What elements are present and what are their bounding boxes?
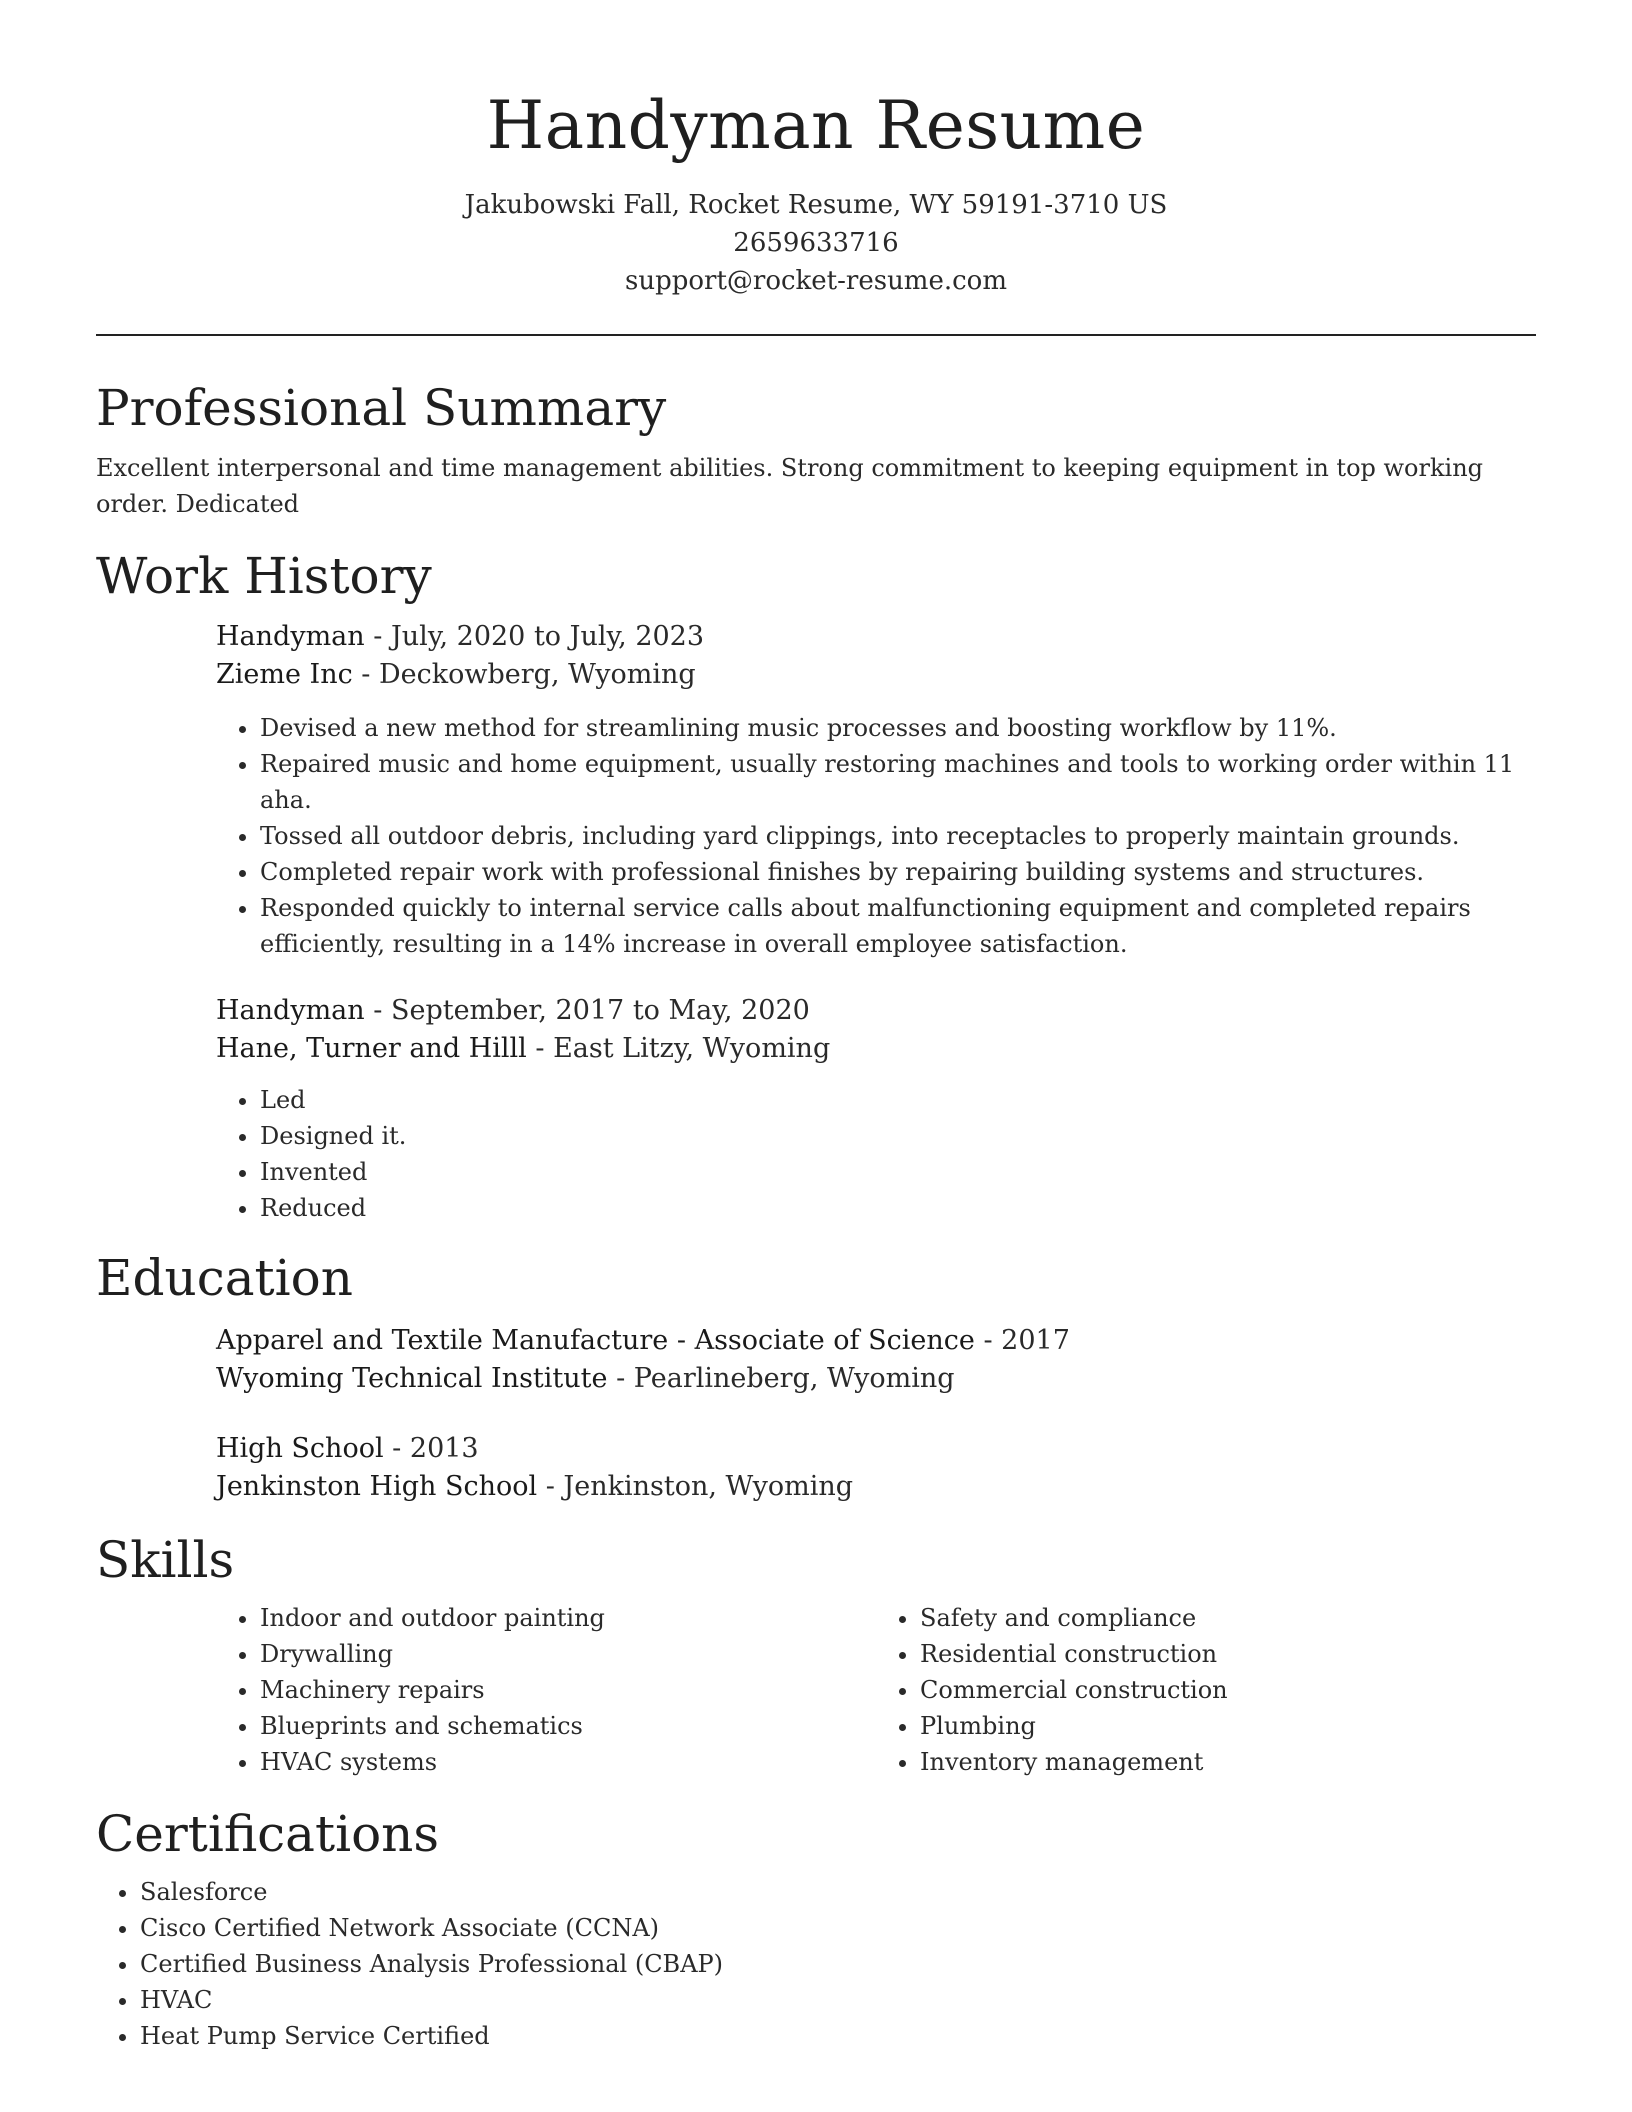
summary-heading: Professional Summary bbox=[96, 379, 667, 437]
list-item: • Responded quickly to internal service calls about malfunctioning equipment and completed repairs efficiently, resulting in a 14% increase in overall employee satisfaction. bbox=[260, 890, 1536, 962]
phone: 2659633716 bbox=[733, 228, 899, 258]
resume-header bbox=[96, 0, 1536, 300]
certifications-heading: Certifications bbox=[96, 1805, 440, 1863]
school-location: Pearlineberg, Wyoming bbox=[633, 1363, 955, 1394]
degree: High School bbox=[216, 1433, 384, 1464]
list-item: • Cisco Certified Network Associate (CCNA) bbox=[140, 1910, 1536, 1946]
job-dates: July, 2020 to July, 2023 bbox=[390, 621, 705, 652]
list-item: • Heat Pump Service Certified bbox=[140, 2018, 1536, 2054]
list-item: • Salesforce bbox=[140, 1874, 1536, 1910]
list-item: • Repaired music and home equipment, usually restoring machines and tools to working order within 11 aha. bbox=[260, 746, 1536, 818]
job-bullets bbox=[216, 710, 1536, 962]
summary-text: Excellent interpersonal and time management abilities. Strong commitment to keeping equipment in top working order. Dedicated bbox=[96, 454, 1484, 518]
list-item: • Certified Business Analysis Professional (CBAP) bbox=[140, 1946, 1536, 1982]
list-item: • Designed it. bbox=[260, 1118, 1536, 1154]
job-company: Hane, Turner and Hilll bbox=[216, 1033, 527, 1064]
list-item: • Plumbing bbox=[920, 1708, 1536, 1744]
graduation-year: 2013 bbox=[409, 1433, 479, 1464]
job-location: East Litzy, Wyoming bbox=[553, 1033, 831, 1064]
list-item: • Completed repair work with professional finishes by repairing building systems and structures. bbox=[260, 854, 1536, 890]
education-heading: Education bbox=[96, 1249, 353, 1307]
list-item: • Safety and compliance bbox=[920, 1600, 1536, 1636]
job-company: Zieme Inc bbox=[216, 659, 353, 690]
education-section bbox=[96, 1248, 1536, 1506]
skills-list-right bbox=[876, 1600, 1536, 1780]
list-item: • Reduced bbox=[260, 1190, 1536, 1226]
list-item: • Led bbox=[260, 1082, 1536, 1118]
list-item: • Inventory management bbox=[920, 1744, 1536, 1780]
contact-info bbox=[96, 186, 1536, 300]
certifications-list bbox=[96, 1874, 1536, 2054]
school-line: Jenkinston High School - Jenkinston, Wyoming bbox=[216, 1471, 854, 1502]
job-title-line: Handyman - July, 2020 to July, 2023 bbox=[216, 621, 705, 652]
skills-section bbox=[96, 1530, 1536, 1780]
list-item: • HVAC systems bbox=[260, 1744, 876, 1780]
degree: Apparel and Textile Manufacture - Associate of Science bbox=[216, 1325, 975, 1356]
school-name: Jenkinston High School bbox=[216, 1471, 538, 1502]
degree-line: High School - 2013 bbox=[216, 1433, 479, 1464]
list-item: • Blueprints and schematics bbox=[260, 1708, 876, 1744]
resume-page bbox=[96, 0, 1536, 2054]
list-item: • Devised a new method for streamlining music processes and boosting workflow by 11%. bbox=[260, 710, 1536, 746]
list-item: • Drywalling bbox=[260, 1636, 876, 1672]
list-item: • Residential construction bbox=[920, 1636, 1536, 1672]
skills-list-left bbox=[216, 1600, 876, 1780]
job-role: Handyman bbox=[216, 621, 365, 652]
address: Jakubowski Fall, Rocket Resume, WY 59191-3710 US bbox=[464, 190, 1168, 220]
job-company-line: Zieme Inc - Deckowberg, Wyoming bbox=[216, 659, 696, 690]
work-history-section bbox=[96, 546, 1536, 1226]
summary-section bbox=[96, 378, 1536, 522]
resume-title: Handyman Resume bbox=[486, 87, 1146, 164]
job-entry bbox=[216, 618, 1536, 962]
education-entry bbox=[216, 1322, 1536, 1398]
job-entry bbox=[216, 992, 1536, 1226]
list-item: • Invented bbox=[260, 1154, 1536, 1190]
email: support@rocket-resume.com bbox=[624, 266, 1007, 296]
job-title-line: Handyman - September, 2017 to May, 2020 bbox=[216, 995, 810, 1026]
list-item: • Machinery repairs bbox=[260, 1672, 876, 1708]
school-name: Wyoming Technical Institute bbox=[216, 1363, 608, 1394]
skills-heading: Skills bbox=[96, 1531, 235, 1589]
job-location: Deckowberg, Wyoming bbox=[379, 659, 696, 690]
school-location: Jenkinston, Wyoming bbox=[563, 1471, 854, 1502]
education-entry bbox=[216, 1430, 1536, 1506]
job-role: Handyman bbox=[216, 995, 365, 1026]
header-divider bbox=[96, 334, 1536, 336]
certifications-section bbox=[96, 1804, 1536, 2054]
work-history-heading: Work History bbox=[96, 547, 432, 605]
skills-grid bbox=[216, 1600, 1536, 1780]
job-bullets bbox=[216, 1082, 1536, 1226]
school-line: Wyoming Technical Institute - Pearlineberg, Wyoming bbox=[216, 1363, 955, 1394]
job-company-line: Hane, Turner and Hilll - East Litzy, Wyoming bbox=[216, 1033, 831, 1064]
list-item: • HVAC bbox=[140, 1982, 1536, 2018]
graduation-year: 2017 bbox=[1001, 1325, 1070, 1356]
list-item: • Tossed all outdoor debris, including yard clippings, into receptacles to properly maintain grounds. bbox=[260, 818, 1536, 854]
list-item: • Indoor and outdoor painting bbox=[260, 1600, 876, 1636]
degree-line: Apparel and Textile Manufacture - Associate of Science - 2017 bbox=[216, 1325, 1070, 1356]
list-item: • Commercial construction bbox=[920, 1672, 1536, 1708]
job-dates: September, 2017 to May, 2020 bbox=[390, 995, 810, 1026]
